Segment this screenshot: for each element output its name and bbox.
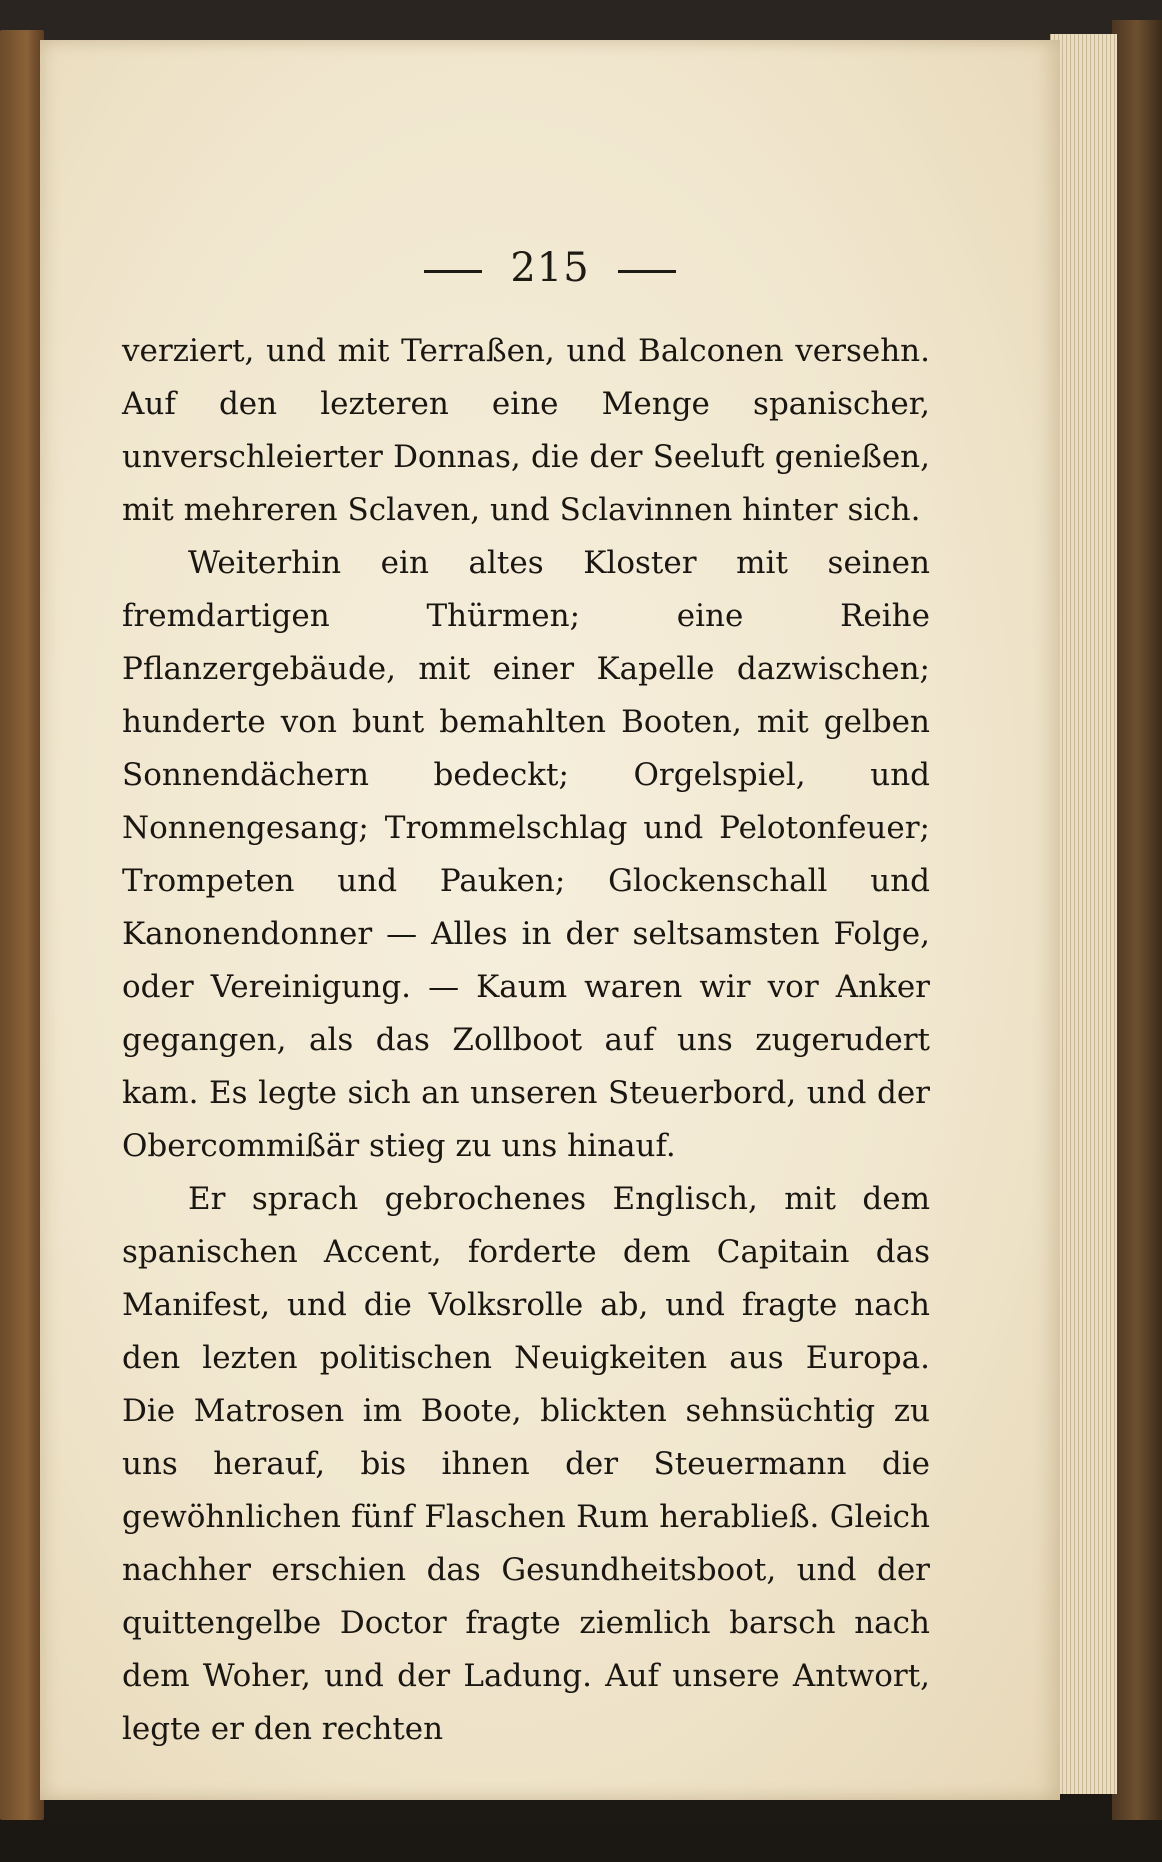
page-body (122, 325, 930, 1756)
book-page (40, 40, 1060, 1800)
page-number: 215 (510, 245, 590, 291)
page-header (40, 245, 1060, 291)
header-dash-left (424, 270, 482, 273)
right-cover-edge (1112, 20, 1162, 1820)
paragraph-3: Er sprach gebrochenes Englisch, mit dem spanischen Accent, forderte dem Capitain das Manifest, und die Volksrolle ab, und fragte nach den lezten politischen Neuigkeiten aus Europa. Die Matrosen im Boote, blickten sehnsüchtig zu uns herauf, bis ihnen der Steuermann die gewöhnlichen fünf Flaschen Rum herabließ. Gleich nachher erschien das Gesundheitsboot, und der quittengelbe Doctor fragte ziemlich barsch nach dem Woher, und der Ladung. Auf unsere Antwort, legte er den rechten (122, 1181, 930, 1747)
page-edges (1050, 34, 1117, 1794)
paragraph-1: verziert, und mit Terraßen, und Balconen versehn. Auf den lezteren eine Menge spanischer, unverschleierter Donnas, die der Seeluft genießen, mit mehreren Sclaven, und Sclavinnen hinter sich. (122, 333, 930, 528)
header-dash-right (618, 270, 676, 273)
left-cover-edge (0, 30, 44, 1820)
paragraph-2: Weiterhin ein altes Kloster mit seinen fremdartigen Thürmen; eine Reihe Pflanzergebäude, mit einer Kapelle dazwischen; hunderte von bunt bemahlten Booten, mit gelben Sonnendächern bedeckt; Orgelspiel, und Nonnengesang; Trommelschlag und Pelotonfeuer; Trompeten und Pauken; Glockenschall und Kanonendonner — Alles in der seltsamsten Folge, oder Vereinigung. — Kaum waren wir vor Anker gegangen, als das Zollboot auf uns zugerudert kam. Es legte sich an unseren Steuerbord, und der Obercommißär stieg zu uns hinauf. (122, 545, 930, 1164)
